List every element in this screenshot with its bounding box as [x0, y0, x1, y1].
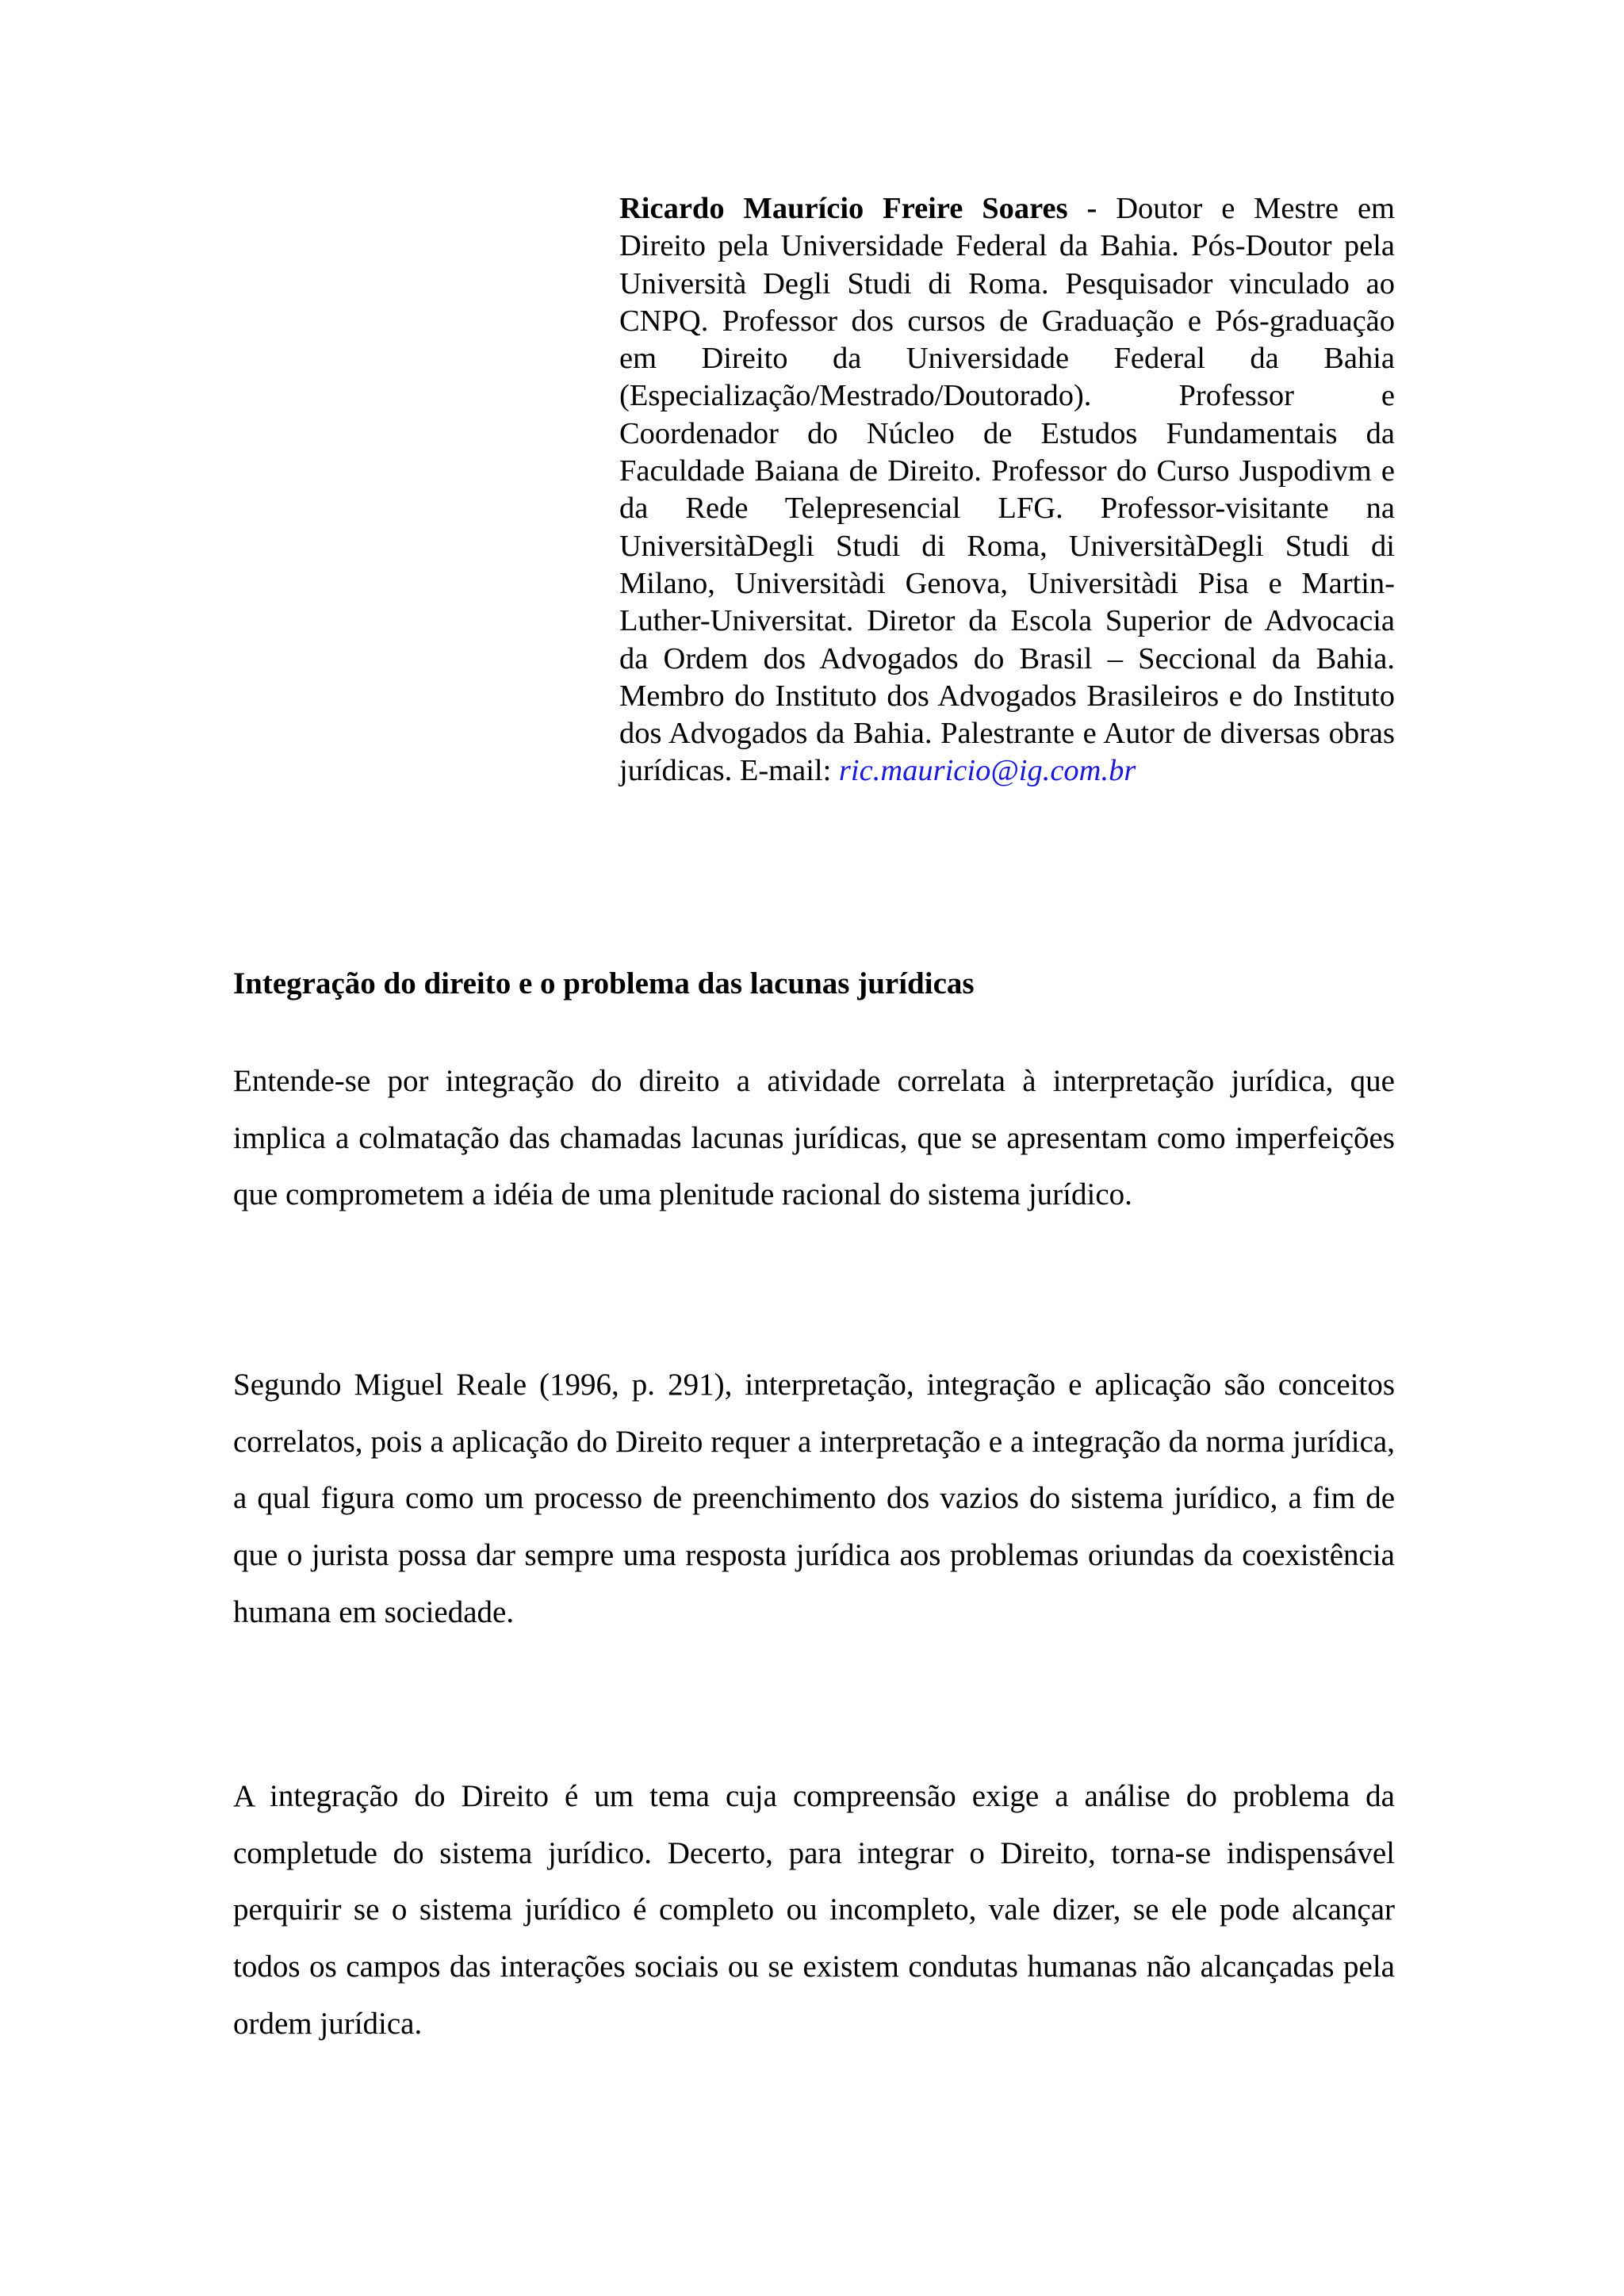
email-link[interactable]: ric.mauricio@ig.com.br — [838, 754, 1136, 788]
section-title: Integração do direito e o problema das lacunas jurídicas — [233, 966, 975, 1001]
author-name: Ricardo Maurício Freire Soares - — [619, 192, 1097, 225]
body-paragraph: A integração do Direito é um tema cuja compreensão exige a análise do problema da completude do sistema jurídico. Decerto, para integrar o Direito, torna-se indispensável perquirir se o sistema jurídico é completo ou incompleto, vale dizer, se ele pode alcançar todos os campos das interações sociais ou se existem condutas humanas não alcançadas pela ordem jurídica. — [233, 1779, 1395, 2041]
author-bio-text: Doutor e Mestre em Direito pela Universidade Federal da Bahia. Pós-Doutor pela Università Degli Studi di Roma. Pesquisador vinculado ao CNPQ. Professor dos cursos de Graduação e Pós-graduação em Direito da Universidade Federal da Bahia (Especialização/Mestrado/Doutorado). Professor e Coordenador do Núcleo de Estudos Fundamentais da Faculdade Baiana de Direito. Professor do Curso Juspodivm e da Rede Telepresencial LFG. Professor-visitante na UniversitàDegli Studi di Roma, UniversitàDegli Studi di Milano, Universitàdi Genova, Universitàdi Pisa e Martin-Luther-Universitat. Diretor da Escola Superior de Advocacia da Ordem dos Advogados do Brasil – Seccional da Bahia. Membro do Instituto dos Advogados Brasileiros e do Instituto dos Advogados da Bahia. Palestrante e Autor de diversas obras jurídicas. E-mail: — [619, 192, 1396, 788]
author-bio — [619, 190, 1395, 790]
body-paragraph: Segundo Miguel Reale (1996, p. 291), interpretação, integração e aplicação são conceitos correlatos, pois a aplicação do Direito requer a interpretação e a integração da norma jurídica, a qual figura como um processo de preenchimento dos vazios do sistema jurídico, a fim de que o jurista possa dar sempre uma resposta jurídica aos problemas oriundas da coexistência humana em sociedade. — [233, 1368, 1395, 1629]
body-paragraph: Entende-se por integração do direito a atividade correlata à interpretação jurídica, que implica a colmatação das chamadas lacunas jurídicas, que se apresentam como imperfeições que comprometem a idéia de uma plenitude racional do sistema jurídico. — [233, 1064, 1395, 1212]
